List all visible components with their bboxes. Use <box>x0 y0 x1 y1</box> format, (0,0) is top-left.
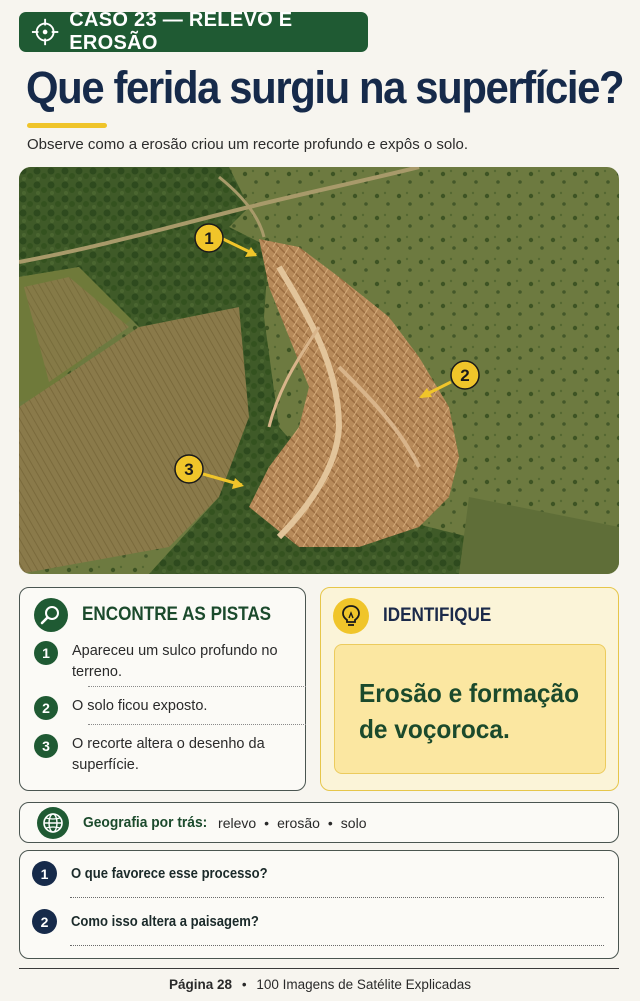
page-number: Página 28 <box>169 977 233 992</box>
clue-text: Apareceu um sulco profundo no terreno. <box>72 643 278 680</box>
page-subtitle: Observe como a erosão criou um recorte profundo e expôs o solo. <box>27 136 469 153</box>
question-number: 1 <box>32 861 57 886</box>
clue-item <box>34 696 306 720</box>
marker-3-label: 3 <box>184 460 194 479</box>
geography-bar <box>19 802 619 843</box>
question-number: 2 <box>32 909 57 934</box>
marker-2-label: 2 <box>460 366 470 385</box>
crosshair-icon <box>31 17 59 47</box>
clue-number: 3 <box>34 734 58 758</box>
title-underline <box>27 123 107 128</box>
divider <box>88 724 306 725</box>
globe-icon <box>37 807 69 839</box>
clue-text: O recorte altera o desenho da superfície. <box>72 736 265 773</box>
identify-title: IDENTIFIQUE <box>383 605 492 626</box>
geography-tag: solo <box>340 814 367 831</box>
footer-divider <box>19 968 619 969</box>
footer-separator: • <box>241 977 247 992</box>
book-title: 100 Imagens de Satélite Explicadas <box>256 977 471 992</box>
answer-text: Erosão e formação de voçoroca. <box>359 678 580 744</box>
answer-line[interactable] <box>70 945 604 946</box>
case-badge <box>19 9 368 54</box>
geography-tag: relevo <box>218 814 257 831</box>
question-text: Como isso altera a paisagem? <box>71 913 259 930</box>
page-title: Que ferida surgiu na superfície? <box>26 62 624 113</box>
question-item <box>32 861 289 886</box>
clue-number: 1 <box>34 641 58 665</box>
lightbulb-icon <box>333 598 369 634</box>
geography-tag: erosão <box>277 814 320 831</box>
footer <box>0 977 640 992</box>
clue-number: 2 <box>34 696 58 720</box>
magnifier-icon <box>34 598 68 632</box>
geography-tags <box>218 815 366 831</box>
identify-header <box>333 598 503 634</box>
identify-panel <box>320 587 619 791</box>
divider <box>88 686 306 687</box>
clues-title: ENCONTRE AS PISTAS <box>82 604 272 625</box>
geography-label: Geografia por trás: <box>83 814 208 831</box>
tag-separator: • <box>264 814 270 831</box>
answer-box <box>334 644 606 774</box>
aerial-photo <box>19 167 619 574</box>
clues-panel <box>19 587 306 791</box>
clue-text: O solo ficou exposto. <box>72 698 208 714</box>
clue-item <box>34 734 306 776</box>
tag-separator: • <box>327 814 333 831</box>
question-item <box>32 909 280 934</box>
question-text: O que favorece esse processo? <box>71 865 268 882</box>
clues-header <box>34 598 292 632</box>
marker-1-label: 1 <box>204 229 214 248</box>
case-label: CASO 23 — RELEVO E EROSÃO <box>69 9 293 54</box>
clue-item <box>34 641 306 683</box>
answer-line[interactable] <box>70 897 604 898</box>
questions-panel <box>19 850 619 959</box>
